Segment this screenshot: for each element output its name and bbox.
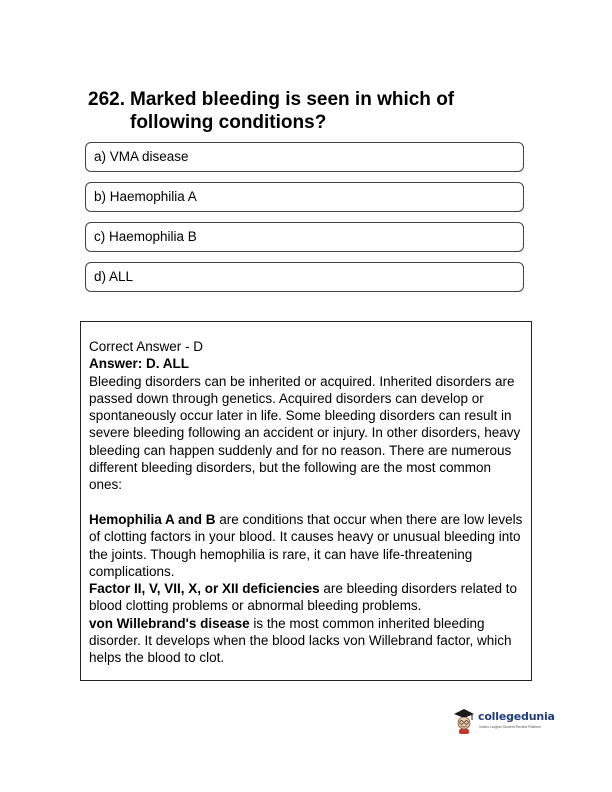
factor-paragraph: [89, 580, 523, 615]
collegedunia-logo: [452, 706, 562, 736]
logo-brand-text: collegedunia: [478, 710, 555, 723]
graduate-mascot-icon: [452, 708, 476, 734]
factor-term: Factor II, V, VII, X, or XII deficiencies: [89, 581, 320, 597]
question-line-2: following conditions?: [130, 112, 327, 133]
vwd-text: is the most common inherited bleeding disorder. It develops when the blood lacks von Willebrand factor, which helps the blood to clot.: [89, 615, 512, 666]
intro-paragraph: Bleeding disorders can be inherited or acquired. Inherited disorders are passed down through genetics. Acquired disorders can develop or spontaneously occur later in life. Some bleeding disorders can result in severe bleeding following an accident or injury. In other disorders, heavy bleeding can happen suddenly and for no reason. There are numerous different bleeding disorders, but the following are the most common ones:: [89, 373, 521, 493]
question-line-1: Marked bleeding is seen in which of: [130, 89, 455, 110]
answer-explanation-box: [80, 321, 532, 681]
vwd-paragraph: [89, 615, 523, 667]
option-d[interactable]: d) ALL: [85, 262, 524, 292]
vwd-term: von Willebrand's disease: [89, 615, 250, 631]
question-number: 262.: [88, 89, 125, 110]
answer-heading: Answer: D. ALL: [89, 356, 190, 372]
question-text: [88, 88, 508, 134]
hemophilia-term: Hemophilia A and B: [89, 511, 216, 527]
hemophilia-paragraph: [89, 511, 523, 580]
option-c[interactable]: c) Haemophilia B: [85, 222, 524, 252]
option-a[interactable]: a) VMA disease: [85, 142, 524, 172]
logo-tagline: India's Largest Student Review Platform: [479, 725, 542, 729]
option-b[interactable]: b) Haemophilia A: [85, 182, 524, 212]
hemophilia-text: are conditions that occur when there are low levels of clotting factors in your blood. It causes heavy or unusual bleeding into the joints. Though hemophilia is rare, it can have life-threatening complications.: [89, 511, 523, 579]
correct-answer-line: Correct Answer - D: [89, 339, 204, 354]
factor-text: are bleeding disorders related to blood clotting problems or abnormal bleeding problems.: [89, 581, 517, 614]
